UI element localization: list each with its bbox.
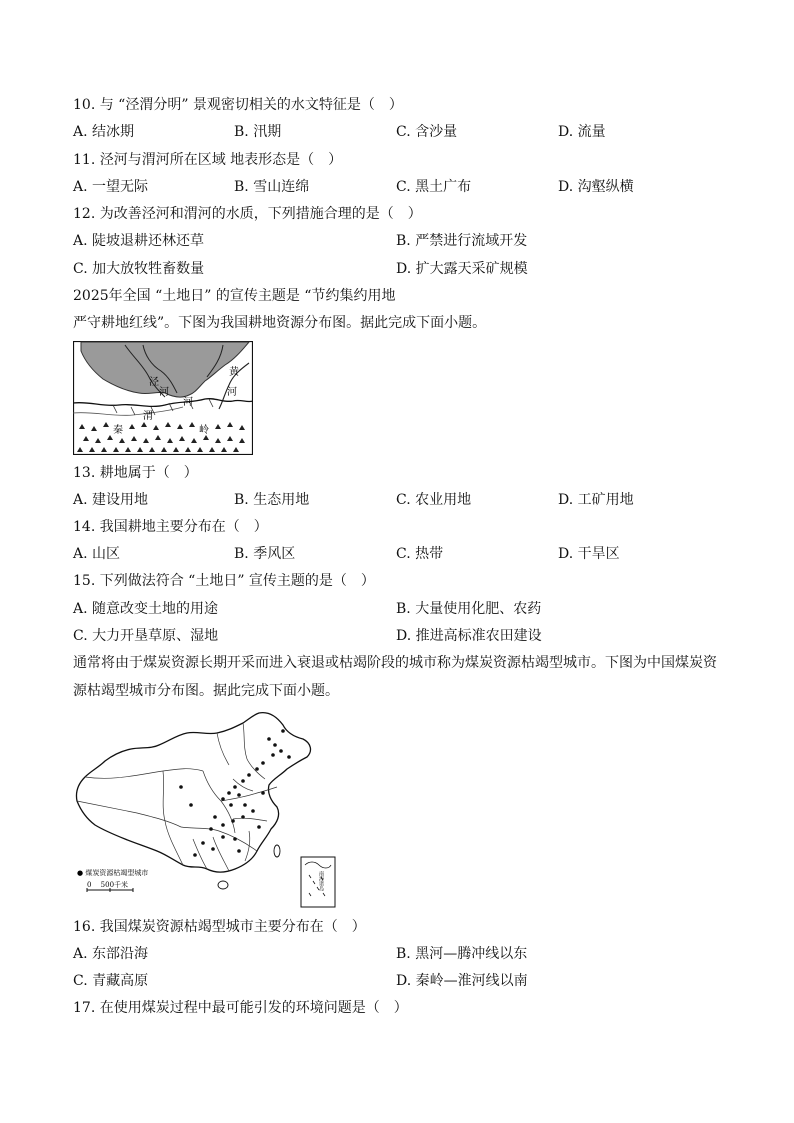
q14-stem: 14. 我国耕地主要分布在（ ） — [73, 519, 268, 535]
q16-stem: 16. 我国煤炭资源枯竭型城市主要分布在（ ） — [73, 919, 366, 935]
q14-option-d: D. 干旱区 — [558, 546, 620, 562]
q14-option-c: C. 热带 — [396, 546, 444, 562]
intro-coal-line1: 通常将由于煤炭资源长期开采而进入衰退或枯竭阶段的城市称为煤炭资源枯竭型城市。下图为中国煤炭资 — [73, 655, 717, 671]
q15-option-d: D. 推进高标准农田建设 — [396, 628, 542, 644]
map2-legend-label: ● 煤炭资源枯竭型城市 — [77, 869, 149, 877]
map1-label-huang: 黄 — [229, 367, 239, 378]
q13-option-c: C. 农业用地 — [396, 492, 472, 508]
q11-option-b: B. 雪山连绵 — [234, 179, 310, 195]
map1-label-he1: 河 — [159, 387, 169, 398]
q16-option-c: C. 青藏高原 — [73, 973, 149, 989]
q13-option-d: D. 工矿用地 — [558, 492, 634, 508]
q16-option-b: B. 黑河—腾冲线以东 — [396, 946, 528, 962]
q13-stem: 13. 耕地属于（ ） — [73, 465, 198, 481]
q15-option-c: C. 大力开垦草原、湿地 — [73, 628, 219, 644]
q15-option-b: B. 大量使用化肥、农药 — [396, 601, 542, 617]
map1-label-ling: 岭 — [199, 425, 209, 436]
q12-option-d: D. 扩大露天采矿规模 — [396, 261, 528, 277]
q10-stem: 10. 与 “泾渭分明” 景观密切相关的水文特征是（ ） — [73, 97, 403, 113]
q14-option-a: A. 山区 — [73, 546, 121, 562]
map2-inset-label: 南海诸岛 — [318, 871, 324, 891]
q14-option-b: B. 季风区 — [234, 546, 296, 562]
q12-option-c: C. 加大放牧牲畜数量 — [73, 261, 205, 277]
q10-option-d: D. 流量 — [558, 124, 606, 140]
cultivated-land-map — [73, 341, 253, 455]
q11-option-d: D. 沟壑纵横 — [558, 179, 634, 195]
q15-option-a: A. 随意改变土地的用途 — [73, 601, 219, 617]
map1-label-he3: 河 — [227, 387, 237, 398]
q12-stem: 12. 为改善泾河和渭河的水质，下列措施合理的是（ ） — [73, 206, 422, 222]
q10-option-b: B. 汛期 — [234, 124, 282, 140]
map1-label-qin: 秦 — [113, 425, 123, 436]
q15-stem: 15. 下列做法符合 “土地日” 宣传主题的是（ ） — [73, 573, 375, 589]
q17-stem: 17. 在使用煤炭过程中最可能引发的环境问题是（ ） — [73, 1000, 408, 1016]
q13-option-b: B. 生态用地 — [234, 492, 310, 508]
q11-option-c: C. 黑土广布 — [396, 179, 472, 195]
map1-label-wei: 渭 — [143, 411, 153, 422]
q10-option-c: C. 含沙量 — [396, 124, 458, 140]
intro-land-line2: 严守耕地红线”。下图为我国耕地资源分布图。据此完成下面小题。 — [73, 315, 487, 331]
q12-option-b: B. 严禁进行流域开发 — [396, 233, 528, 249]
map1-label-he2: 河 — [183, 397, 193, 408]
q13-option-a: A. 建设用地 — [73, 492, 149, 508]
q12-option-a: A. 陡坡退耕还林还草 — [73, 233, 205, 249]
map2-scale-label: 0 500千米 — [87, 881, 129, 889]
q11-stem: 11. 泾河与渭河所在区域 地表形态是（ ） — [73, 152, 343, 168]
q16-option-d: D. 秦岭—淮河线以南 — [396, 973, 528, 989]
intro-coal-line2: 源枯竭型城市分布图。据此完成下面小题。 — [73, 683, 339, 699]
intro-land-line1: 2025年全国 “土地日” 的宣传主题是 “节约集约用地 — [73, 288, 396, 304]
q11-option-a: A. 一望无际 — [73, 179, 149, 195]
coal-city-map — [73, 709, 339, 909]
q10-option-a: A. 结冰期 — [73, 124, 135, 140]
q16-option-a: A. 东部沿海 — [73, 946, 149, 962]
map1-label-jing: 泾 — [149, 377, 159, 388]
